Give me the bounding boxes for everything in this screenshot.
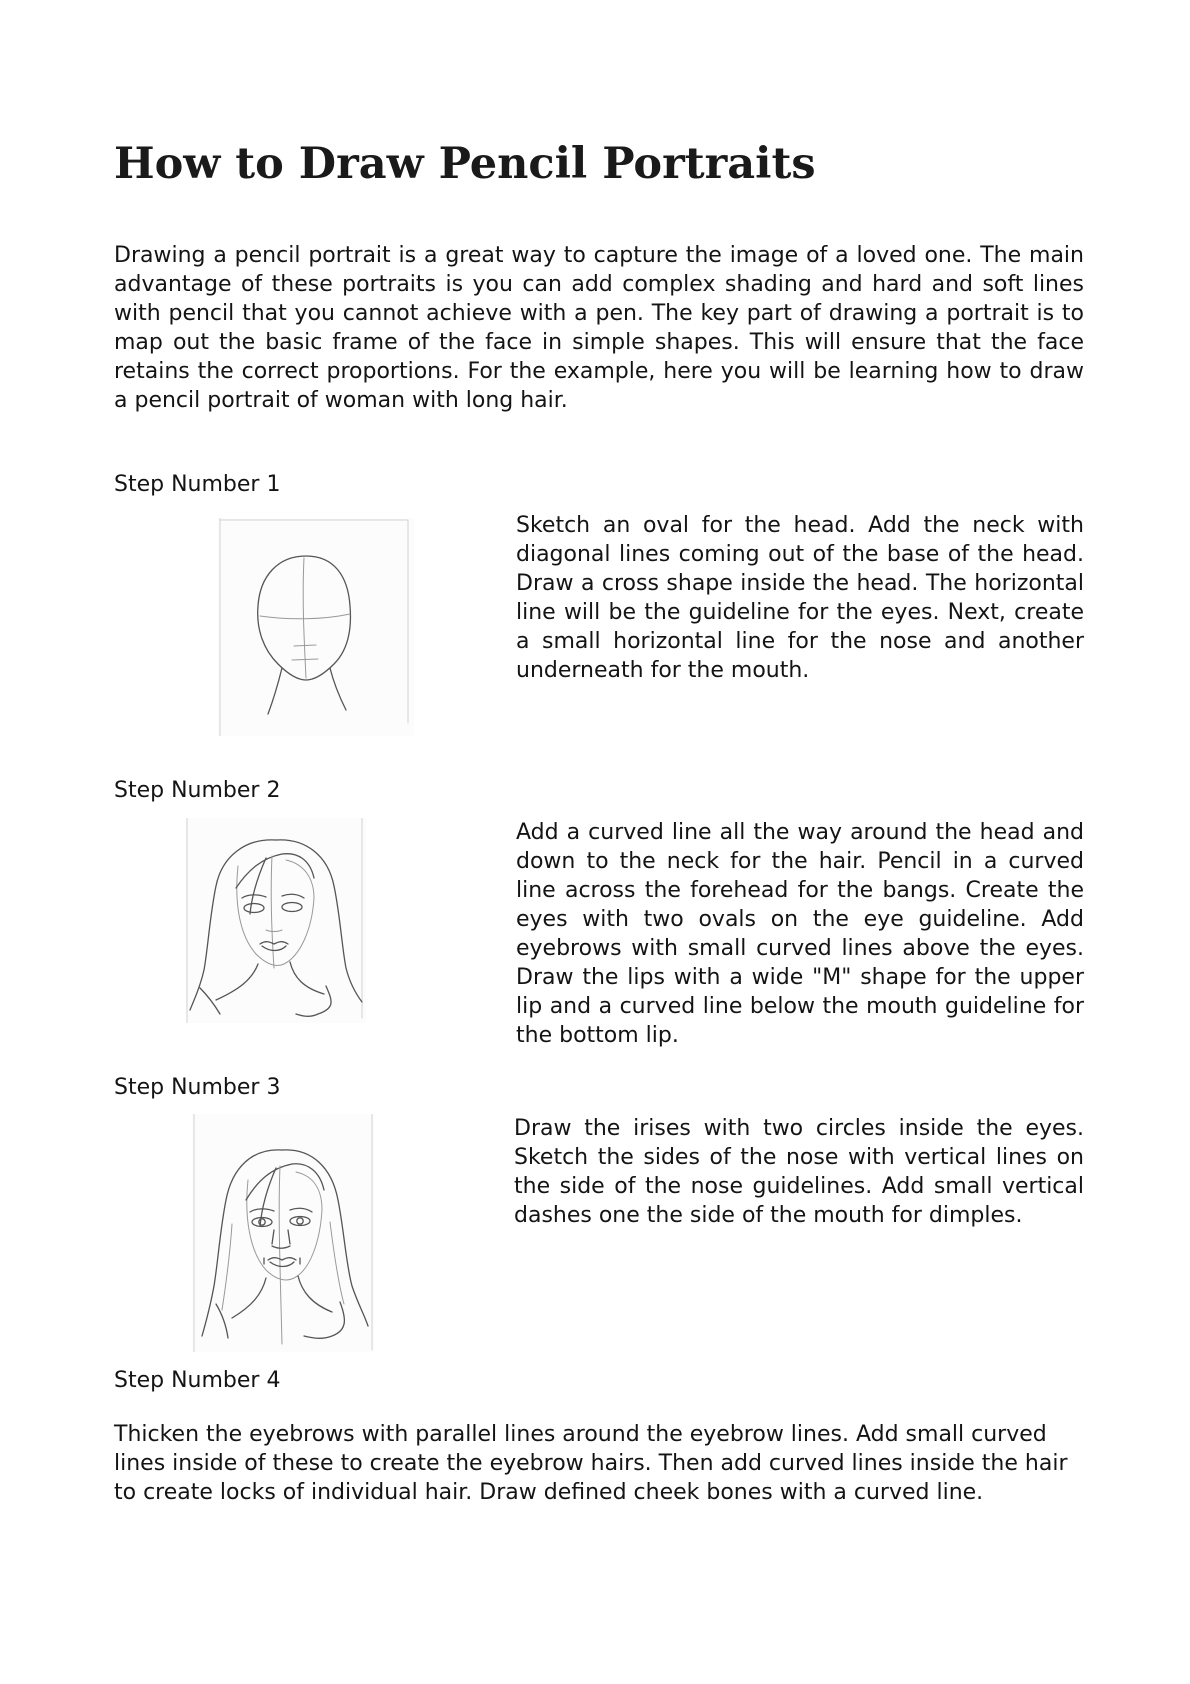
step-3-sketch-image <box>192 1114 374 1352</box>
page-title: How to Draw Pencil Portraits <box>114 139 816 189</box>
step-2-label: Step Number 2 <box>114 778 281 803</box>
step-2-text: Add a curved line all the way around the head and down to the neck for the hair. Pencil in a curved line across the forehead for the bangs. Create the eyes with two ovals on the eye guideline. Add eyebrows with small curved lines above the eyes. Draw the lips with a wide "M" shape for the upper lip and a curved line below the mouth guideline for the bottom lip. <box>516 820 1084 1048</box>
step-1-label: Step Number 1 <box>114 472 281 497</box>
step-1-text: Sketch an oval for the head. Add the neck with diagonal lines coming out of the base of the head. Draw a cross shape inside the head. The horizontal line will be the guideline for the eyes. Next, create a small horizontal line for the nose and another underneath for the mouth. <box>516 513 1084 683</box>
step-1-sketch-image <box>218 518 414 736</box>
step-4-label: Step Number 4 <box>114 1368 281 1393</box>
step-2-sketch-image <box>186 818 366 1023</box>
step-3-label: Step Number 3 <box>114 1075 281 1100</box>
step-3-text: Draw the irises with two circles inside the eyes. Sketch the sides of the nose with vertical lines on the side of the nose guidelines. Add small vertical dashes one the side of the mouth for dimples. <box>514 1116 1084 1228</box>
intro-paragraph: Drawing a pencil portrait is a great way to capture the image of a loved one. The main advantage of these portraits is you can add complex shading and hard and soft lines with pencil that you cannot achieve with a pen. The key part of drawing a portrait is to map out the basic frame of the face in simple shapes. This will ensure that the face retains the correct proportions. For the example, here you will be learning how to draw a pencil portrait of woman with long hair. <box>114 243 1084 413</box>
step-4-text: Thicken the eyebrows with parallel lines around the eyebrow lines. Add small curved lines inside of these to create the eyebrow hairs. Then add curved lines inside the hair to create locks of individual hair. Draw defined cheek bones with a curved line. <box>114 1422 1068 1505</box>
